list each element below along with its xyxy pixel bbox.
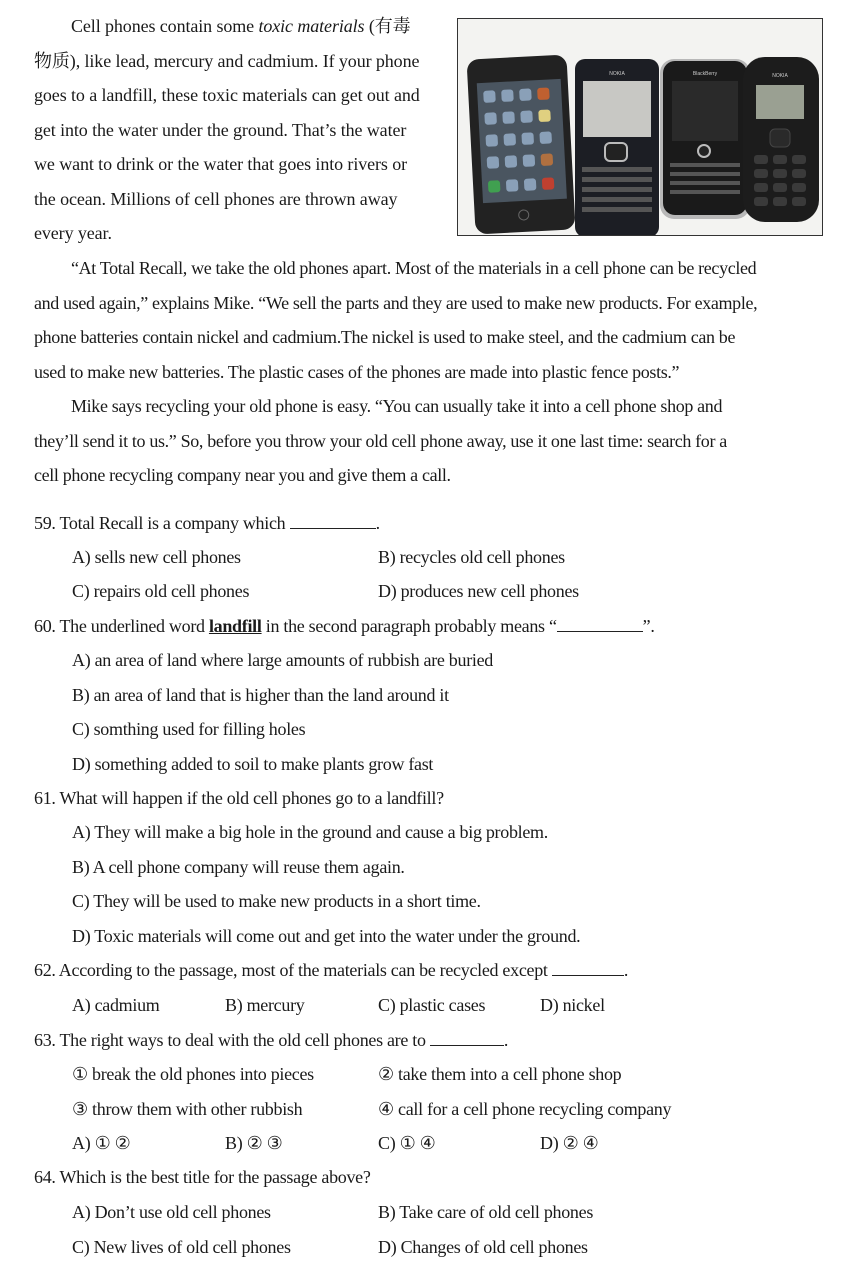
statement-3: ③ throw them with other rubbish <box>72 1099 303 1119</box>
option-61-c: C) They will be used to make new products in a short time. <box>72 891 481 911</box>
option-62-c: C) plastic cases <box>378 995 486 1015</box>
brand-label: NOKIA <box>772 73 788 79</box>
question-61: 61. What will happen if the old cell phones go to a landfill? <box>34 788 444 808</box>
brand-label: NOKIA <box>609 71 625 77</box>
passage-line: Cell phones contain some toxic materials (有毒 <box>71 16 411 36</box>
option-63-c: C) ① ④ <box>378 1133 436 1153</box>
option-61-b: B) A cell phone company will reuse them again. <box>72 857 405 877</box>
statement-1: ① break the old phones into pieces <box>72 1064 314 1084</box>
passage-line: “At Total Recall, we take the old phones apart. Most of the materials in a cell phone can be recycled <box>71 258 757 278</box>
option-59-a: A) sells new cell phones <box>72 547 241 567</box>
passage-paragraph-3 <box>34 394 828 498</box>
passage-line: get into the water under the ground. That’s the water <box>34 119 407 140</box>
option-63-d: D) ② ④ <box>540 1133 599 1153</box>
italic-term: toxic materials <box>258 16 365 36</box>
option-64-a: A) Don’t use old cell phones <box>72 1202 271 1222</box>
passage-line: used to make new batteries. The plastic cases of the phones are made into plastic fence posts.” <box>34 361 680 382</box>
option-60-b: B) an area of land that is higher than the land around it <box>72 685 449 705</box>
option-64-c: C) New lives of old cell phones <box>72 1237 291 1257</box>
option-64-b: B) Take care of old cell phones <box>378 1202 594 1222</box>
passage-line: 物质), like lead, mercury and cadmium. If your phone <box>34 50 420 71</box>
option-63-a: A) ① ② <box>72 1133 131 1153</box>
option-61-a: A) They will make a big hole in the ground and cause a big problem. <box>72 822 548 842</box>
iphone-image <box>467 55 576 235</box>
option-60-a: A) an area of land where large amounts of rubbish are buried <box>72 650 493 670</box>
passage-line: phone batteries contain nickel and cadmium.The nickel is used to make steel, and the cadmium can be <box>34 327 736 347</box>
passage-line: goes to a landfill, these toxic materials can get out and <box>34 85 420 105</box>
option-60-d: D) something added to soil to make plants grow fast <box>72 754 434 774</box>
nokia-basic-image <box>743 57 819 222</box>
cell-phones-photo <box>457 18 823 236</box>
passage-line: cell phone recycling company near you and give them a call. <box>34 465 451 485</box>
option-59-d: D) produces new cell phones <box>378 581 579 601</box>
statement-2: ② take them into a cell phone shop <box>378 1064 622 1084</box>
option-62-b: B) mercury <box>225 995 305 1015</box>
option-59-c: C) repairs old cell phones <box>72 581 250 601</box>
passage-line: and used again,” explains Mike. “We sell the parts and they are used to make new products. For example, <box>34 292 758 313</box>
passage-line: Mike says recycling your old phone is easy. “You can usually take it into a cell phone shop and <box>71 396 723 416</box>
question-59: 59. Total Recall is a company which . <box>34 513 380 533</box>
passage-line: the ocean. Millions of cell phones are thrown away <box>34 188 398 209</box>
option-63-b: B) ② ③ <box>225 1133 283 1153</box>
passage-line: every year. <box>34 223 112 243</box>
passage-line: we want to drink or the water that goes into rivers or <box>34 154 407 174</box>
question-64: 64. Which is the best title for the passage above? <box>34 1167 371 1187</box>
brand-label: BlackBerry <box>692 71 718 77</box>
underlined-word: landfill <box>208 616 262 636</box>
option-62-d: D) nickel <box>540 995 605 1015</box>
blackberry-image <box>660 59 750 219</box>
answer-blank <box>557 617 643 632</box>
answer-blank <box>552 961 624 976</box>
question-60: 60. The underlined word landfill in the second paragraph probably means “ ”. <box>34 616 655 636</box>
question-63: 63. The right ways to deal with the old cell phones are to . <box>34 1030 509 1050</box>
option-62-a: A) cadmium <box>72 995 160 1015</box>
option-64-d: D) Changes of old cell phones <box>378 1237 588 1257</box>
question-62: 62. According to the passage, most of the materials can be recycled except . <box>34 960 629 980</box>
passage-paragraph-2 <box>34 256 828 394</box>
nokia-qwerty-image <box>575 59 659 236</box>
passage-line: they’ll send it to us.” So, before you throw your old cell phone away, use it one last time: search for a <box>34 430 727 451</box>
passage-paragraph-1 <box>34 14 440 256</box>
answer-blank <box>430 1031 504 1046</box>
option-59-b: B) recycles old cell phones <box>378 547 565 567</box>
option-60-c: C) somthing used for filling holes <box>72 719 306 739</box>
phones-illustration <box>458 19 823 236</box>
option-61-d: D) Toxic materials will come out and get into the water under the ground. <box>72 926 581 946</box>
answer-blank <box>290 514 376 529</box>
statement-4: ④ call for a cell phone recycling company <box>378 1099 672 1119</box>
